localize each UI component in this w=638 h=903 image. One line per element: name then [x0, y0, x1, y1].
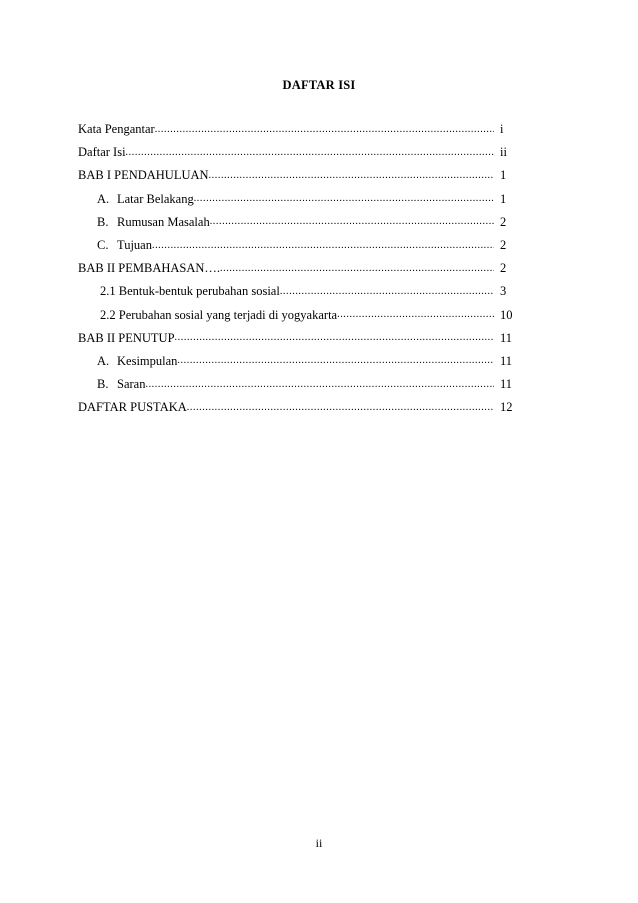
toc-entry-letter: C. [97, 238, 109, 253]
toc-entry-rumusan-masalah [78, 211, 524, 234]
toc-entry-label: Saran [117, 377, 146, 392]
page-title: DAFTAR ISI [282, 78, 356, 92]
toc-entry-saran [78, 373, 524, 396]
table-of-contents [78, 118, 524, 419]
toc-page-number: 1 [500, 191, 507, 206]
toc-entry-bab-penutup [78, 327, 524, 350]
toc-entry-text: BAB II PEMBAHASAN…. [78, 261, 221, 276]
toc-page-number: 11 [500, 353, 513, 368]
toc-entry-label: Kesimpulan [117, 353, 178, 368]
toc-page-number: i [500, 122, 504, 137]
toc-entry-label: Rumusan Masalah [117, 214, 210, 229]
toc-page-number: 11 [500, 377, 513, 392]
dot-leader [209, 169, 494, 183]
dot-leader [337, 308, 494, 322]
toc-entry-latar-belakang [78, 188, 524, 211]
dot-leader [175, 331, 494, 345]
toc-page-number: 12 [500, 400, 513, 415]
toc-entry-text [97, 377, 145, 392]
toc-page-number: 1 [500, 168, 507, 183]
toc-entry-label: Tujuan [117, 238, 152, 253]
toc-entry-letter: A. [97, 191, 110, 206]
toc-entry-daftar-isi [78, 141, 524, 164]
dot-leader [155, 123, 494, 137]
dot-leader [280, 285, 494, 299]
toc-entry-daftar-pustaka [78, 396, 524, 419]
toc-entry-text: Kata Pengantar [78, 122, 155, 137]
toc-entry-letter: B. [97, 377, 109, 392]
toc-entry-2-2 [78, 304, 524, 327]
toc-entry-kesimpulan [78, 350, 524, 373]
toc-entry-text [97, 215, 210, 230]
dot-leader [126, 146, 494, 160]
toc-entry-text: DAFTAR PUSTAKA [78, 400, 187, 415]
toc-entry-text: BAB II PENUTUP [78, 330, 175, 345]
toc-entry-label: Latar Belakang [117, 191, 194, 206]
toc-entry-bab-1 [78, 164, 524, 187]
toc-entry-text: 2.2 Perubahan sosial yang terjadi di yogyakarta [100, 307, 338, 322]
toc-page-number: ii [500, 145, 507, 160]
toc-page-number: 10 [500, 307, 513, 322]
dot-leader [210, 215, 494, 229]
toc-entry-text [97, 354, 177, 369]
dot-leader [220, 262, 494, 276]
toc-entry-letter: B. [97, 214, 109, 229]
page-number-footer: ii [315, 836, 323, 850]
toc-entry-kata-pengantar [78, 118, 524, 141]
toc-page-number: 2 [500, 214, 507, 229]
toc-page-number: 11 [500, 330, 513, 345]
toc-entry-text [97, 192, 194, 207]
toc-page-number: 2 [500, 261, 507, 276]
toc-entry-tujuan [78, 234, 524, 257]
toc-page-number: 2 [500, 238, 507, 253]
dot-leader [145, 378, 494, 392]
toc-page-number: 3 [500, 284, 507, 299]
toc-entry-letter: A. [97, 353, 110, 368]
dot-leader [177, 354, 494, 368]
toc-entry-bab-2 [78, 257, 524, 280]
dot-leader [194, 192, 494, 206]
toc-entry-text: Daftar Isi [78, 145, 126, 160]
toc-entry-text: BAB I PENDAHULUAN [78, 168, 209, 183]
toc-entry-text: 2.1 Bentuk-bentuk perubahan sosial [100, 284, 280, 299]
dot-leader [152, 239, 494, 253]
toc-entry-2-1 [78, 280, 524, 303]
dot-leader [187, 401, 494, 415]
toc-entry-text [97, 238, 152, 253]
